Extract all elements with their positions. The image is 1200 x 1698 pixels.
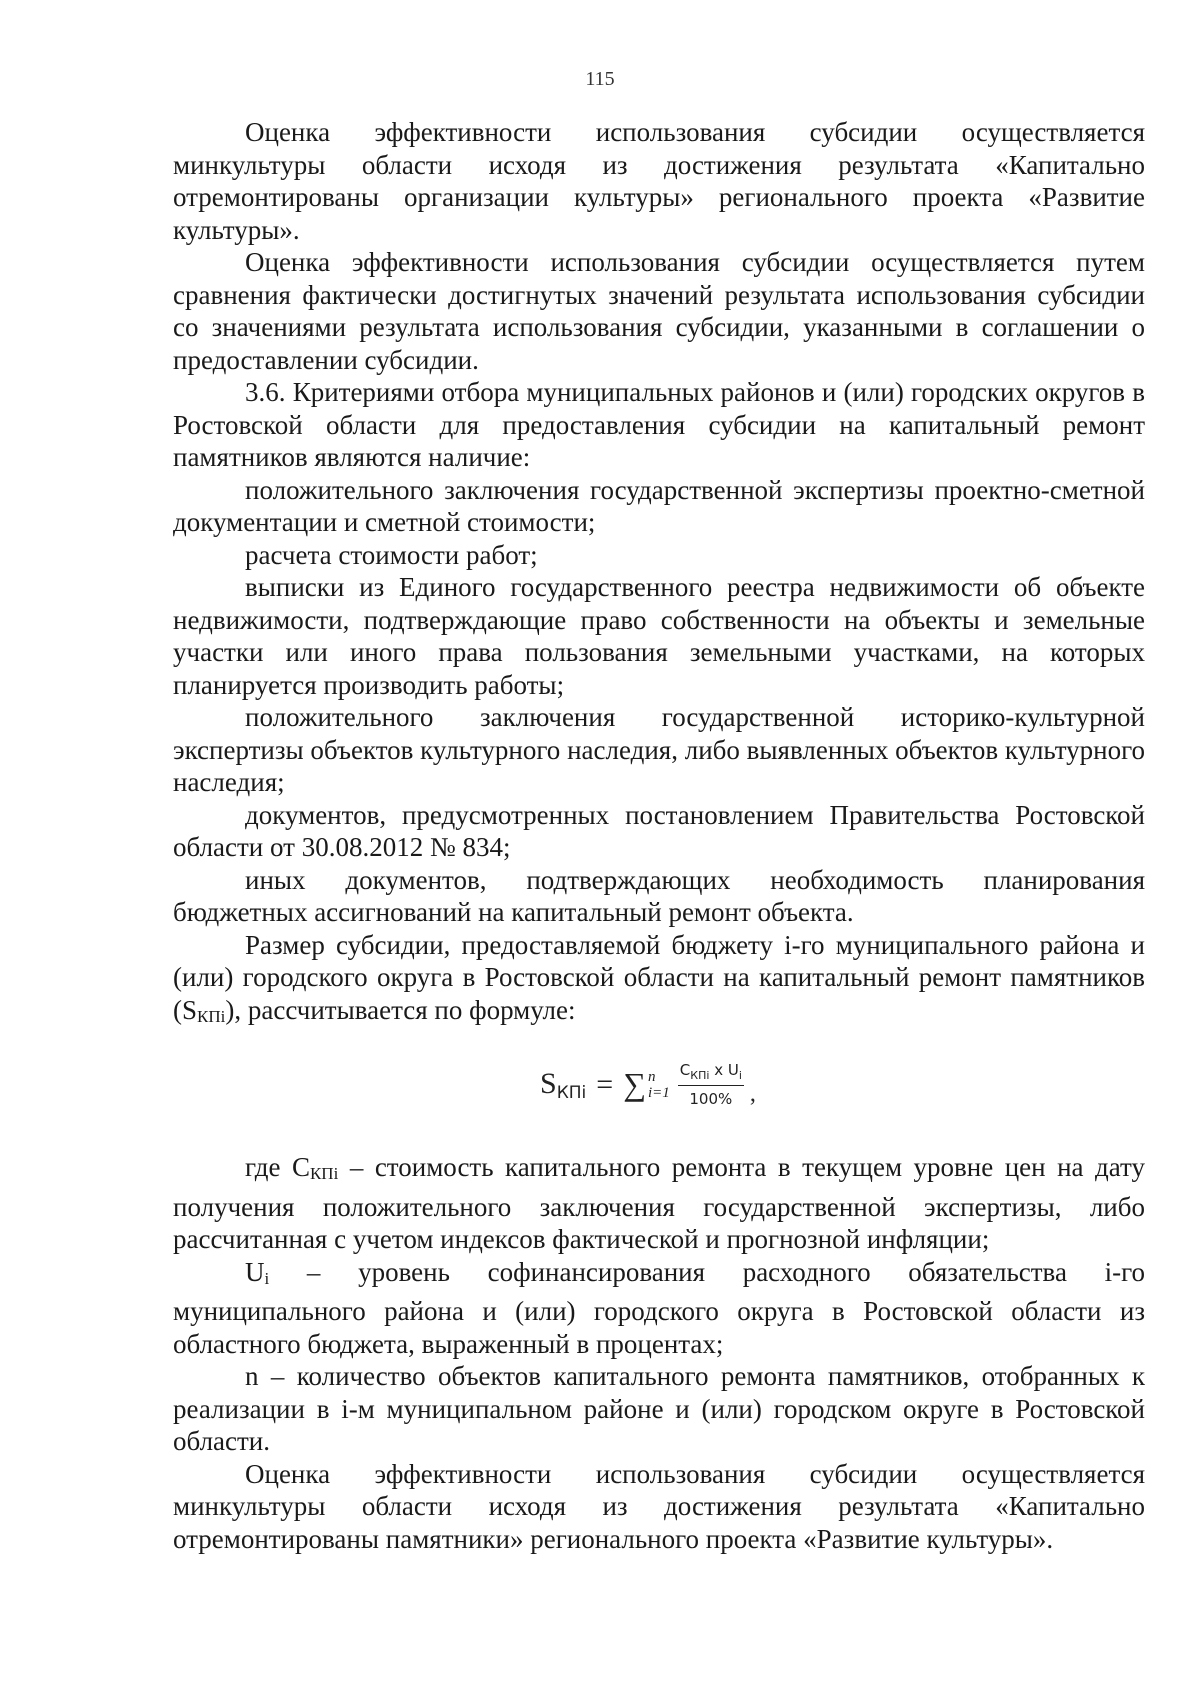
list-item: выписки из Единого государственного реестра недвижимости об объекте недвижимости, подтверждающие право собственности на объекты и земельные участки или иного права пользования земельными участками, на которых планируется производить работы; xyxy=(173,572,1145,700)
formula-fraction xyxy=(678,1061,744,1108)
subscript: КПi xyxy=(197,1006,226,1026)
formula-comma: , xyxy=(749,1081,756,1107)
formula xyxy=(173,1033,1145,1151)
formula-equals: = xyxy=(596,1067,614,1101)
sum-upper: n xyxy=(648,1068,656,1085)
list-item: положительного заключения государственной экспертизы проектно-сметной документации и сметной стоимости; xyxy=(173,474,1145,537)
list-item: документов, предусмотренных постановлением Правительства Ростовской области от 30.08.2012 № 834; xyxy=(173,799,1145,862)
paragraph: Оценка эффективности использования субсидии осуществляется минкультуры области исходя из достижения результата «Капитально отремонтированы памятники» регионального проекта «Развитие культуры». xyxy=(173,1458,1145,1554)
subsidy-size-paragraph xyxy=(173,929,1145,1034)
list-item: положительного заключения государственной историко-культурной экспертизы объектов культурного наследия, либо выявленных объектов культурного наследия; xyxy=(173,702,1145,797)
definition-u: $U_i$ – уровень софинансирования расходного обязательства i-го муниципального района и (или) городского округа в Ростовской области из областного бюджета, выраженный в процентах; xyxy=(173,1256,1145,1359)
sum-limits xyxy=(648,1069,670,1101)
sum-lower: i=1 xyxy=(648,1084,670,1101)
sum-symbol: ∑ xyxy=(623,1066,646,1102)
paragraph: 3.6. Критериями отбора муниципальных районов и (или) городских округов в Ростовской области для предоставления субсидии на капитальный ремонт памятников являются наличие: xyxy=(173,377,1145,472)
text: Размер субсидии, предоставляемой бюджету i-го муниципального района и (или) городского округа в Ростовской области на капитальный ремонт памятников (S xyxy=(173,929,1145,1025)
paragraph: Оценка эффективности использования субсидии осуществляется путем сравнения фактически достигнутых значений результата использования субсидии со значениями результата использования субсидии, указанными в соглашении о предоставлении субсидии. xyxy=(173,247,1145,375)
document-body xyxy=(173,116,1145,1555)
paragraph: Оценка эффективности использования субсидии осуществляется минкультуры области исходя из достижения результата «Капитально отремонтированы организации культуры» регионального проекта «Развитие культуры». xyxy=(173,117,1145,245)
text: ), рассчитывается по формуле: xyxy=(225,994,576,1025)
definition-n: n – количество объектов капитального ремонта памятников, отобранных к реализации в i-м муниципальном районе и (или) городском округе в Ростовской области. xyxy=(173,1361,1145,1456)
formula-denominator: 100% xyxy=(689,1090,733,1108)
formula-numerator: $C_{КПi}$ x $U_i$ xyxy=(678,1061,744,1086)
formula-lhs: $S_{КПi}$ xyxy=(540,1066,587,1103)
definition-c: где $С_{КПi}$ – стоимость капитального ремонта в текущем уровне цен на дату получения положительного заключения государственной экспертизы, либо рассчитанная с учетом индексов фактической и прогнозной инфляции; xyxy=(173,1152,1145,1254)
list-item: иных документов, подтверждающих необходимость планирования бюджетных ассигнований на капитальный ремонт объекта. xyxy=(173,864,1145,927)
list-item: расчета стоимости работ; xyxy=(245,539,538,570)
page-number: 115 xyxy=(585,68,615,90)
